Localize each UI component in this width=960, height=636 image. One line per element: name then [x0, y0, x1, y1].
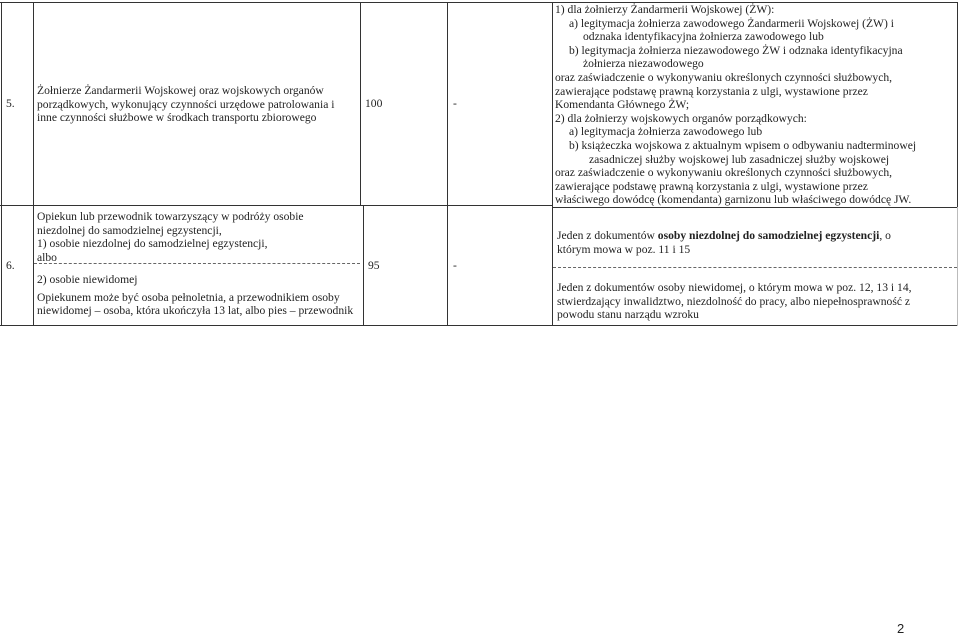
- text-line: b) legitymacja żołnierza niezawodowego ŻW i odznaka identyfikacyjna: [569, 43, 903, 57]
- text-line: Jeden z dokumentów osoby niewidomej, o którym mowa w poz. 12, 13 i 14,: [557, 281, 912, 294]
- col-line: [1, 2, 2, 326]
- row-description: [37, 84, 334, 125]
- row-divider: [0, 205, 552, 206]
- col-line: [447, 2, 448, 326]
- text-line: żołnierza niezawodowego: [583, 57, 704, 71]
- text-line: , o: [879, 229, 891, 242]
- text-line: niezdolnej do samodzielnej egzystencji,: [37, 223, 222, 237]
- row6-docs-divider: [553, 267, 957, 268]
- text-line: Opiekun lub przewodnik towarzyszący w podróży osobie: [37, 210, 304, 223]
- text-line: zawierające podstawę prawną korzystania z ulgi, wystawione przez: [555, 84, 868, 98]
- text-line: porządkowych, wykonujący czynności urzędowe patrolowania i: [37, 97, 335, 111]
- text-line: którym mowa w poz. 11 i 15: [557, 242, 691, 256]
- row-description-top: [37, 210, 304, 264]
- table-border-bottom: [0, 325, 958, 326]
- text-line: stwierdzający inwalidztwo, niezdolność do pracy, albo niepełnosprawność z: [557, 294, 911, 308]
- dash-value: -: [453, 97, 457, 110]
- discount-value: 100: [365, 97, 383, 110]
- text-line: właściwego dowódcę (komendanta) garnizonu lub właściwego dowódcę JW.: [555, 193, 912, 207]
- col-line: [957, 207, 958, 326]
- text-line: zasadniczej służby wojskowej lub zasadniczej służby wojskowej: [589, 152, 890, 166]
- row-divider-docs: [552, 207, 958, 208]
- text-line: a) legitymacja żołnierza zawodowego Żandarmerii Wojskowej (ŻW) i: [569, 16, 894, 30]
- text-line: Jeden z dokumentów: [557, 229, 658, 242]
- row-number: 6.: [6, 259, 15, 272]
- text-line: niewidomej – osoba, która ukończyła 13 lat, albo pies – przewodnik: [37, 304, 354, 318]
- text-line: a) legitymacja żołnierza zawodowego lub: [569, 125, 763, 139]
- row-documents-top: [557, 229, 891, 256]
- col-line: [360, 2, 361, 206]
- row-number: 5.: [6, 97, 15, 110]
- row-documents: [555, 3, 916, 207]
- col-line: [363, 206, 364, 326]
- bold-text: osoby niezdolnej do samodzielnej egzystencji: [657, 229, 880, 242]
- text-line: Opiekunem może być osoba pełnoletnia, a przewodnikiem osoby: [37, 290, 340, 304]
- text-line: inne czynności służbowe w środkach transportu zbiorowego: [37, 111, 317, 125]
- text-line: b) książeczka wojskowa z aktualnym wpisem o odbywaniu nadterminowej: [569, 138, 917, 152]
- text-line: odznaka identyfikacyjna żołnierza zawodowego lub: [583, 30, 824, 44]
- text-line: oraz zaświadczenie o wykonywaniu określonych czynności służbowych,: [555, 166, 893, 180]
- text-line: Komendanta Głównego ŻW;: [555, 98, 690, 112]
- text-line: 2) dla żołnierzy wojskowych organów porządkowych:: [555, 111, 807, 125]
- text-line: Żołnierze Żandarmerii Wojskowej oraz wojskowych organów: [37, 84, 324, 97]
- col-line: [33, 2, 34, 326]
- text-line: 2) osobie niewidomej: [37, 273, 138, 286]
- text-line: 1) osobie niezdolnej do samodzielnej egzystencji,: [37, 237, 268, 251]
- discount-value: 95: [368, 259, 380, 272]
- text-line: albo: [37, 250, 57, 264]
- col-line: [552, 2, 553, 326]
- text-line: oraz zaświadczenie o wykonywaniu określonych czynności służbowych,: [555, 70, 893, 84]
- page-number: 2: [897, 621, 905, 636]
- text-line: zawierające podstawę prawną korzystania z ulgi, wystawione przez: [555, 179, 868, 193]
- text-line: powodu stanu narządu wzroku: [557, 308, 699, 322]
- row-description-bottom: [37, 273, 353, 318]
- text-line: 1) dla żołnierzy Żandarmerii Wojskowej (ŻW):: [555, 3, 775, 16]
- col-line: [957, 2, 958, 208]
- dash-value: -: [453, 259, 457, 272]
- row-documents-bottom: [557, 281, 912, 322]
